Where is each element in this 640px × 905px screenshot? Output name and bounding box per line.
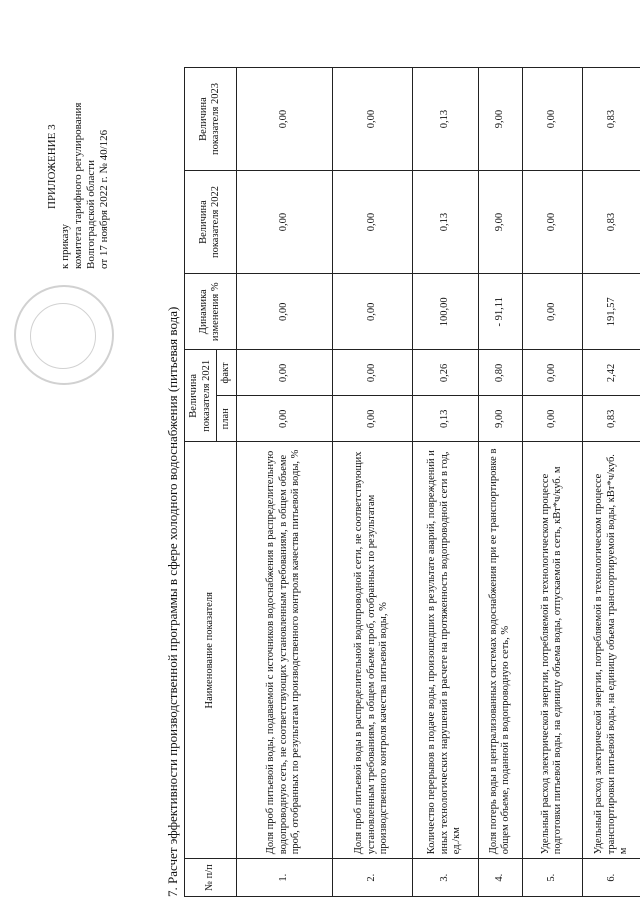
row-dynamics: 191,57 xyxy=(582,274,640,350)
row-value-2022: 0,00 xyxy=(236,171,332,274)
row-fact: 2,42 xyxy=(582,350,640,396)
row-dynamics: 0,00 xyxy=(332,274,412,350)
row-plan: 0,13 xyxy=(412,396,478,442)
table-row xyxy=(236,68,332,897)
header-value-2023: Величина показателя 2023 xyxy=(185,68,237,171)
row-fact: 0,80 xyxy=(478,350,522,396)
header-value-2022: Величина показателя 2022 xyxy=(185,171,237,274)
row-plan: 9,00 xyxy=(478,396,522,442)
annex-line-1: к приказу xyxy=(59,223,71,269)
row-value-2023: 0,00 xyxy=(236,68,332,171)
annex-line-4: от 17 ноября 2022 г. № 40/126 xyxy=(98,129,110,269)
annex-line-3: Волгоградской области xyxy=(85,160,97,269)
row-name: Доля проб питьевой воды в распределительной водопроводной сети, не соответствующих установленным требованиям, в общем объеме проб, отобранных по результатам производственного контроля качества питьевой воды, % xyxy=(332,442,412,859)
row-dynamics: - 91,11 xyxy=(478,274,522,350)
row-fact: 0,00 xyxy=(332,350,412,396)
row-fact: 0,00 xyxy=(522,350,582,396)
row-value-2022: 0,83 xyxy=(582,171,640,274)
table-row xyxy=(522,68,582,897)
row-value-2022: 9,00 xyxy=(478,171,522,274)
efficiency-table xyxy=(184,67,640,897)
row-name: Доля проб питьевой воды, подаваемой с источников водоснабжения в распределительную водопроводную сеть, не соответствующих установленным требованиям, в общем объеме проб, отобранных по результатам производственного контроля качества питьевой воды, % xyxy=(236,442,332,859)
header-name: Наименование показателя xyxy=(185,442,237,859)
row-value-2022: 0,00 xyxy=(522,171,582,274)
row-value-2023: 0,13 xyxy=(412,68,478,171)
row-plan: 0,83 xyxy=(582,396,640,442)
header-row-1 xyxy=(185,68,217,897)
row-fact: 0,26 xyxy=(412,350,478,396)
row-index: 6. xyxy=(582,859,640,897)
row-plan: 0,00 xyxy=(522,396,582,442)
row-value-2023: 9,00 xyxy=(478,68,522,171)
annex-line-2: комитета тарифного регулирования xyxy=(72,102,84,269)
row-fact: 0,00 xyxy=(236,350,332,396)
row-plan: 0,00 xyxy=(236,396,332,442)
section-title: 7. Расчет эффективности производственной программы в сфере холодного водоснабжения (питьевая вода) xyxy=(165,306,180,897)
row-name: Доля потерь воды в централизованных системах водоснабжения при ее транспортировке в общем объеме, поданной в водопроводную сеть, % xyxy=(478,442,522,859)
row-value-2022: 0,13 xyxy=(412,171,478,274)
row-dynamics: 0,00 xyxy=(522,274,582,350)
table-row xyxy=(412,68,478,897)
row-index: 4. xyxy=(478,859,522,897)
row-value-2023: 0,83 xyxy=(582,68,640,171)
header-value-2021: Величина показателя 2021 xyxy=(185,350,217,442)
annex-header xyxy=(46,39,111,299)
header-fact: факт xyxy=(217,350,237,396)
row-dynamics: 0,00 xyxy=(236,274,332,350)
row-index: 5. xyxy=(522,859,582,897)
row-index: 2. xyxy=(332,859,412,897)
table-row xyxy=(332,68,412,897)
row-name: Удельный расход электрической энергии, потребляемой в технологическом процессе транспортировки питьевой воды, на единицу объема транспортируемой воды, кВт*ч/куб. м xyxy=(582,442,640,859)
annex-title: ПРИЛОЖЕНИЕ 3 xyxy=(46,124,58,209)
row-value-2022: 0,00 xyxy=(332,171,412,274)
header-idx: № п/п xyxy=(185,859,237,897)
row-value-2023: 0,00 xyxy=(332,68,412,171)
row-value-2023: 0,00 xyxy=(522,68,582,171)
row-index: 3. xyxy=(412,859,478,897)
header-dynamics: Динамика изменения % xyxy=(185,274,237,350)
round-seal-stamp xyxy=(14,285,114,385)
table-row xyxy=(478,68,522,897)
table-row xyxy=(582,68,640,897)
row-index: 1. xyxy=(236,859,332,897)
header-plan: план xyxy=(217,396,237,442)
row-dynamics: 100,00 xyxy=(412,274,478,350)
row-name: Удельный расход электрической энергии, потребляемой в технологическом процессе подготовки питьевой воды, на единицу объема воды, отпускаемой в сеть, кВт*ч/куб. м xyxy=(522,442,582,859)
row-name: Количество перерывов в подаче воды, произошедших в результате аварий, повреждений и иных технологических нарушений в расчете на протяженность водопроводной сети в год, ед./км xyxy=(412,442,478,859)
row-plan: 0,00 xyxy=(332,396,412,442)
